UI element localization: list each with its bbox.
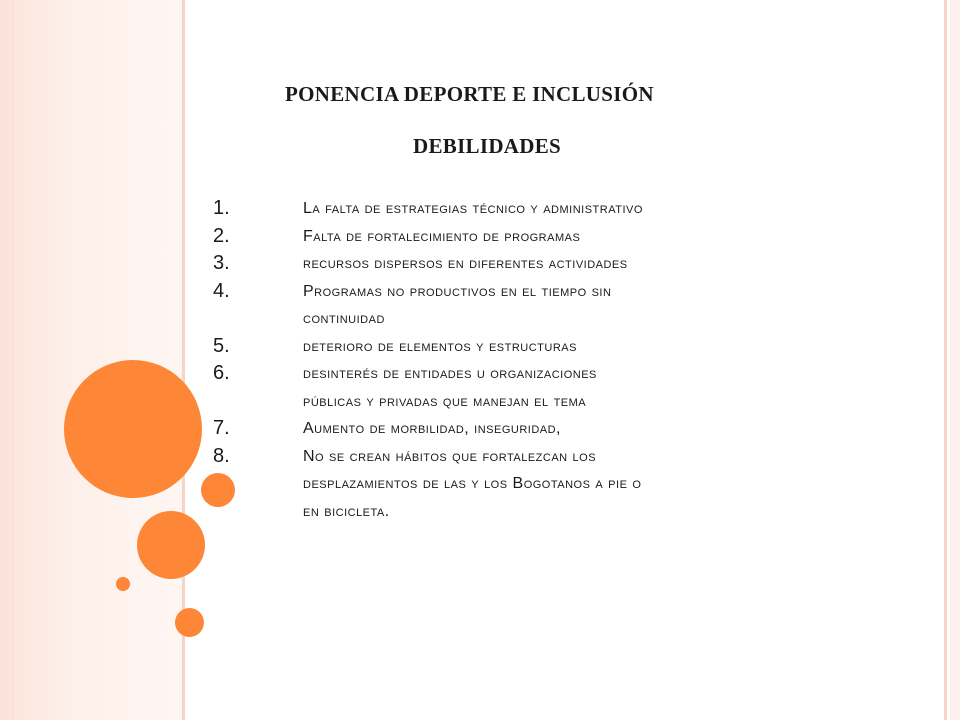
list-item-text: [303, 443, 863, 526]
list-item-number: 7.: [213, 417, 230, 439]
list-item-line: La falta de estrategias técnico y administrativo: [303, 200, 643, 217]
list-item-number: 3.: [213, 252, 230, 274]
list-item: [205, 195, 905, 223]
left-decorative-band: [0, 0, 182, 720]
list-item: [205, 415, 905, 443]
list-item-text: [303, 415, 863, 443]
list-item: [205, 443, 905, 526]
list-item-text: [303, 195, 863, 223]
list-item: [205, 333, 905, 361]
list-item: [205, 278, 905, 333]
list-item-line: deterioro de elementos y estructuras: [303, 337, 577, 355]
slide-subtitle: DEBILIDADES: [413, 134, 562, 158]
right-decorative-band: [950, 0, 960, 720]
list-item: [205, 223, 905, 251]
list-item-number: 5.: [213, 334, 230, 357]
list-item-line: No se crean hábitos que fortalezcan los: [303, 447, 597, 465]
list-item-line: públicas y privadas que manejan el tema: [303, 392, 587, 410]
list-item-number: 6.: [213, 362, 230, 384]
list-item-number: 1.: [213, 197, 230, 219]
list-item: [205, 250, 905, 278]
list-item-line: en bicicleta.: [303, 502, 390, 520]
list-item-line: continuidad: [303, 310, 385, 327]
list-item-line: desinterés de entidades u organizaciones: [303, 365, 597, 382]
list-item-number: 2.: [213, 224, 230, 247]
list-item-line: Aumento de morbilidad, inseguridad,: [303, 420, 561, 437]
slide-title: PONENCIA DEPORTE E INCLUSIÓN: [285, 82, 654, 106]
list-item-text: [303, 223, 863, 251]
decorative-circle-medium: [137, 511, 205, 579]
list-item-text: [303, 360, 863, 415]
list-item-line: desplazamientos de las y los Bogotanos a pie o: [303, 475, 642, 492]
decorative-circle-large: [64, 360, 202, 498]
right-border-line: [944, 0, 947, 720]
decorative-circle-small: [175, 608, 204, 637]
list-item-line: Falta de fortalecimiento de programas: [303, 227, 581, 245]
list-item: [205, 360, 905, 415]
list-item-text: [303, 250, 863, 278]
list-item-number: 4.: [213, 279, 230, 302]
left-band-inner-line: [12, 0, 14, 720]
list-item-text: [303, 278, 863, 333]
decorative-circle-tiny: [116, 577, 130, 591]
list-item-line: Programas no productivos en el tiempo sin: [303, 282, 612, 300]
weakness-list: [205, 195, 905, 525]
list-item-number: 8.: [213, 444, 230, 467]
list-item-line: recursos dispersos en diferentes actividades: [303, 255, 628, 272]
decorative-circle-overlay: [201, 473, 235, 507]
list-item-text: [303, 333, 863, 361]
